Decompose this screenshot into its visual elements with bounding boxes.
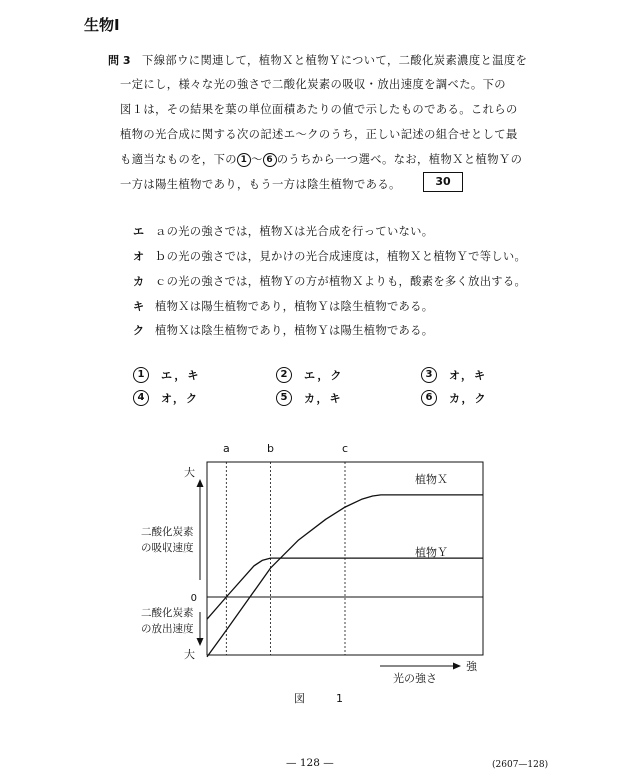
- y-upper-label-line-2: の吸収速度: [141, 542, 194, 554]
- choice-text: オ，ク: [161, 392, 200, 405]
- series-label-x: 植物Ｘ: [415, 473, 448, 486]
- question-line-5-text: も適当なものを，下の: [120, 153, 237, 166]
- y-zero-label: 0: [190, 593, 197, 604]
- range-end-circled-number: 6: [263, 153, 277, 167]
- x-arrow-head: [453, 663, 461, 670]
- y-lower-arrow-head: [197, 638, 204, 646]
- statement-label-o: オ: [133, 250, 144, 263]
- x-arrow-label: 強: [466, 660, 477, 673]
- y-lower-label-line-1: 二酸化炭素: [141, 607, 194, 619]
- marker-label-b: b: [266, 442, 274, 455]
- choice-text: カ，キ: [304, 392, 343, 405]
- question-line-5-rest: のうちから一つ選べ。なお，植物Ｘと植物Ｙの: [276, 153, 523, 166]
- choice-text: エ，キ: [161, 369, 201, 382]
- series-label-y: 植物Ｙ: [415, 546, 448, 559]
- statement-text-e: ａの光の強さでは，植物Ｘは光合成を行っていない。: [155, 225, 434, 238]
- question-line-6: 一方は陽生植物であり，もう一方は陰生植物である。: [120, 178, 401, 191]
- question-line-4: 植物の光合成に関する次の記述エ〜クのうち，正しい記述の組合せとして最: [120, 128, 518, 141]
- y-top-label: 大: [184, 466, 195, 479]
- figure-caption: 図 1: [294, 692, 353, 705]
- answer-box[interactable]: 30: [423, 172, 463, 192]
- question-line-2: 一定にし，様々な光の強さで二酸化炭素の吸収・放出速度を調べた。下の: [120, 78, 507, 91]
- marker-label-c: c: [341, 442, 349, 455]
- y-upper-arrow-head: [197, 479, 204, 487]
- choice-number: 1: [133, 367, 149, 383]
- range-start-circled-number: 1: [237, 153, 251, 167]
- marker-label-a: a: [222, 442, 230, 455]
- y-lower-label-line-2: の放出速度: [141, 623, 194, 635]
- choice-text: エ，ク: [304, 369, 344, 382]
- statement-text-ki: 植物Ｘは陽生植物であり，植物Ｙは陰生植物である。: [155, 300, 434, 313]
- section-title: 生物Ⅰ: [84, 16, 120, 34]
- choice-number: 5: [276, 390, 292, 406]
- choice-number: 6: [421, 390, 437, 406]
- question-label: 問 3: [108, 54, 131, 67]
- statement-label-ka: カ: [133, 275, 144, 288]
- choice-number: 2: [276, 367, 292, 383]
- choice-text: オ，キ: [449, 369, 488, 382]
- statement-text-ku: 植物Ｘは陰生植物であり，植物Ｙは陽生植物である。: [155, 324, 434, 337]
- choice-number: 4: [133, 390, 149, 406]
- page-number: — 128 —: [286, 757, 334, 769]
- statement-label-ku: ク: [133, 324, 144, 337]
- exam-code: (2607—128): [492, 760, 549, 770]
- choice-number: 3: [421, 367, 437, 383]
- statement-text-ka: ｃの光の強さでは，植物Ｙの方が植物Ｘよりも，酸素を多く放出する。: [155, 275, 527, 288]
- x-axis-label: 光の強さ: [393, 672, 437, 685]
- statement-text-o: ｂの光の強さでは，見かけの光合成速度は，植物Ｘと植物Ｙで等しい。: [155, 250, 527, 263]
- y-upper-label-line-1: 二酸化炭素: [141, 526, 194, 538]
- range-separator: 〜: [250, 153, 263, 166]
- statement-label-ki: キ: [133, 300, 144, 313]
- question-line-3: 図１は，その結果を葉の単位面積あたりの値で示したものである。これらの: [120, 103, 518, 116]
- choice-text: カ，ク: [449, 392, 488, 405]
- y-bottom-label: 大: [184, 648, 195, 661]
- question-line-1: 下線部ウに関連して，植物Ｘと植物Ｙについて，二酸化炭素濃度と温度を: [142, 54, 528, 67]
- statement-label-e: エ: [133, 225, 144, 238]
